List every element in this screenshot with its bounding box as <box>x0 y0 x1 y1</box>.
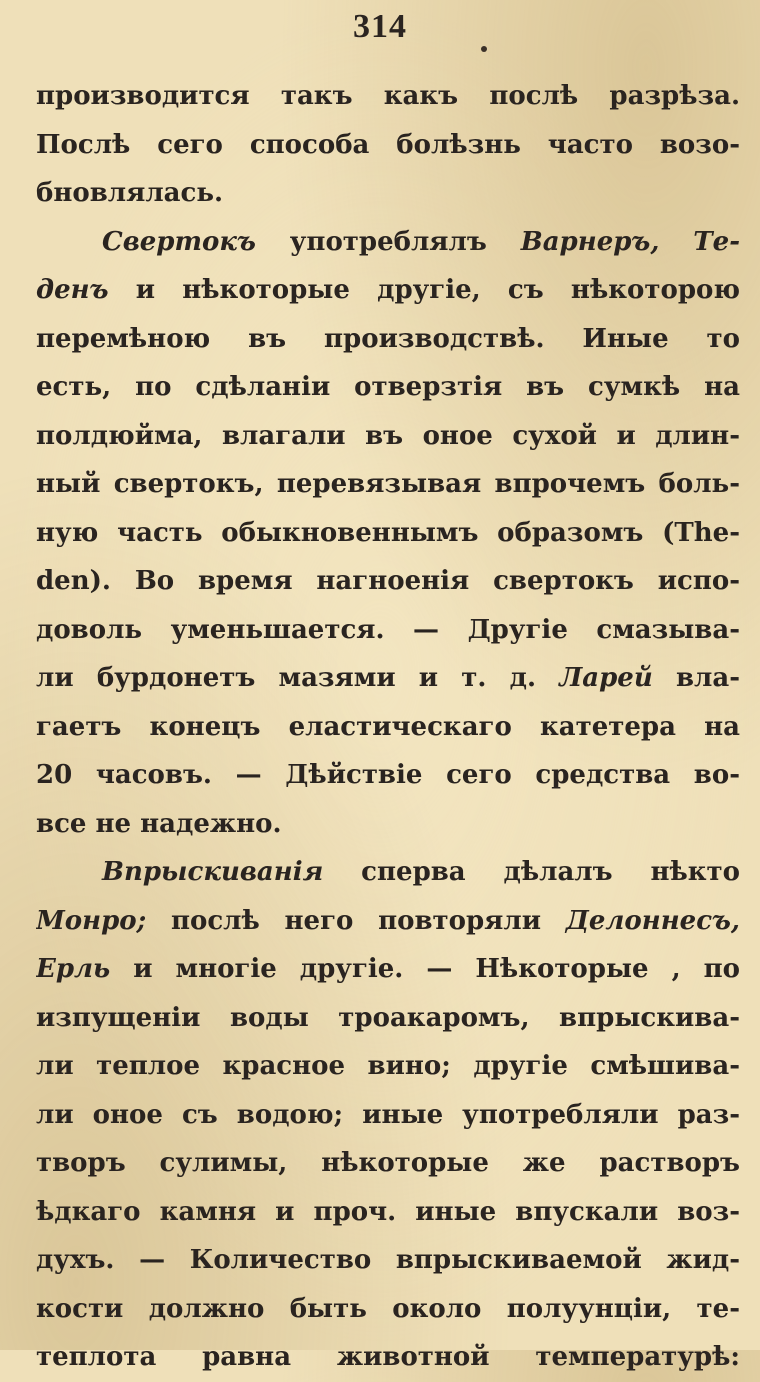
text-segment: творъ сулимы, нѣкоторые же растворъ <box>36 1148 740 1178</box>
text-segment: производится такъ какъ послѣ разрѣза. <box>36 81 740 111</box>
text-segment: употреблялъ <box>255 226 521 257</box>
text-segment: ли оное съ водою; иные употребляли раз- <box>36 1099 740 1130</box>
text-line <box>36 460 740 509</box>
text-line <box>36 266 740 315</box>
italic-name: денъ <box>36 275 109 305</box>
text-line <box>36 945 740 994</box>
text-segment: полдюйма, влагали въ оное сухой и длин- <box>36 420 740 451</box>
text-segment: ную часть обыкновеннымъ образомъ (The- <box>36 517 740 548</box>
italic-name: Свертокъ <box>102 226 256 257</box>
text-line <box>36 897 740 946</box>
text-segment: перемѣною въ производствѣ. Иные то <box>36 323 740 354</box>
text-segment: ѣдкаго камня и проч. иные впускали воз- <box>36 1196 740 1227</box>
text-segment: кости должно быть около полуунціи, те- <box>36 1293 740 1324</box>
text-segment: все не надежно. <box>36 808 282 839</box>
text-line <box>36 606 740 655</box>
text-segment: и нѣкоторые другіе, съ нѣкоторою <box>108 275 740 305</box>
text-line <box>36 412 740 461</box>
text-segment: гаетъ конецъ еластическаго катетера на <box>36 711 740 742</box>
text-line <box>36 1091 740 1140</box>
text-segment: 20 часовъ. — Дѣйствіе сего средства во- <box>36 760 740 790</box>
text-segment: доволь уменьшается. — Другіе смазыва- <box>36 614 740 645</box>
text-line <box>36 121 740 170</box>
text-line <box>36 848 740 897</box>
text-line <box>36 72 740 121</box>
italic-name: Ерль <box>36 954 111 984</box>
italic-name: Варнеръ, Те- <box>520 226 740 257</box>
text-line <box>36 509 740 558</box>
italic-name: Ларей <box>559 663 653 693</box>
text-segment: духъ. — Количество впрыскиваемой жид- <box>36 1245 740 1275</box>
italic-name: Монро; <box>36 905 147 936</box>
text-segment: Послѣ сего способа болѣзнь часто возо- <box>36 129 740 160</box>
ink-dot <box>481 46 487 52</box>
text-segment: вла- <box>652 663 740 693</box>
text-line <box>36 994 740 1043</box>
text-segment: изпущеніи воды троакаромъ, впрыскива- <box>36 1002 740 1033</box>
text-line <box>36 800 740 849</box>
text-segment: послѣ него повторяли <box>146 905 566 936</box>
text-line <box>36 557 740 606</box>
page-body-text <box>36 72 740 1382</box>
italic-name: Делоннесъ, <box>565 905 740 936</box>
text-line <box>36 1042 740 1091</box>
text-line <box>36 218 740 267</box>
text-line <box>36 315 740 364</box>
text-line <box>36 1333 740 1382</box>
text-line <box>36 751 740 800</box>
text-segment: ный свертокъ, перевязывая впрочемъ боль- <box>36 469 740 499</box>
text-line <box>36 1188 740 1237</box>
page-number: 314 <box>353 8 407 45</box>
text-segment: ли бурдонетъ мазями и т. д. <box>36 663 560 693</box>
text-line <box>36 1285 740 1334</box>
text-line <box>36 654 740 703</box>
text-segment: ли теплое красное вино; другіе смѣшива- <box>36 1051 740 1081</box>
text-line <box>36 1236 740 1285</box>
text-segment: сперва дѣлалъ нѣкто <box>323 857 740 887</box>
text-segment: теплота равна животной температурѣ: <box>36 1342 740 1372</box>
text-line <box>36 169 740 218</box>
text-line <box>36 703 740 752</box>
italic-name: Впрыскиванія <box>102 857 324 887</box>
text-segment: den). Во время нагноенія свертокъ испо- <box>36 566 740 596</box>
text-segment: есть, по сдѣланіи отверзтія въ сумкѣ на <box>36 372 740 402</box>
text-segment: и многіе другіе. — Нѣкоторые , по <box>110 954 740 984</box>
text-line <box>36 1139 740 1188</box>
text-segment: бновлялась. <box>36 178 224 208</box>
text-line <box>36 363 740 412</box>
